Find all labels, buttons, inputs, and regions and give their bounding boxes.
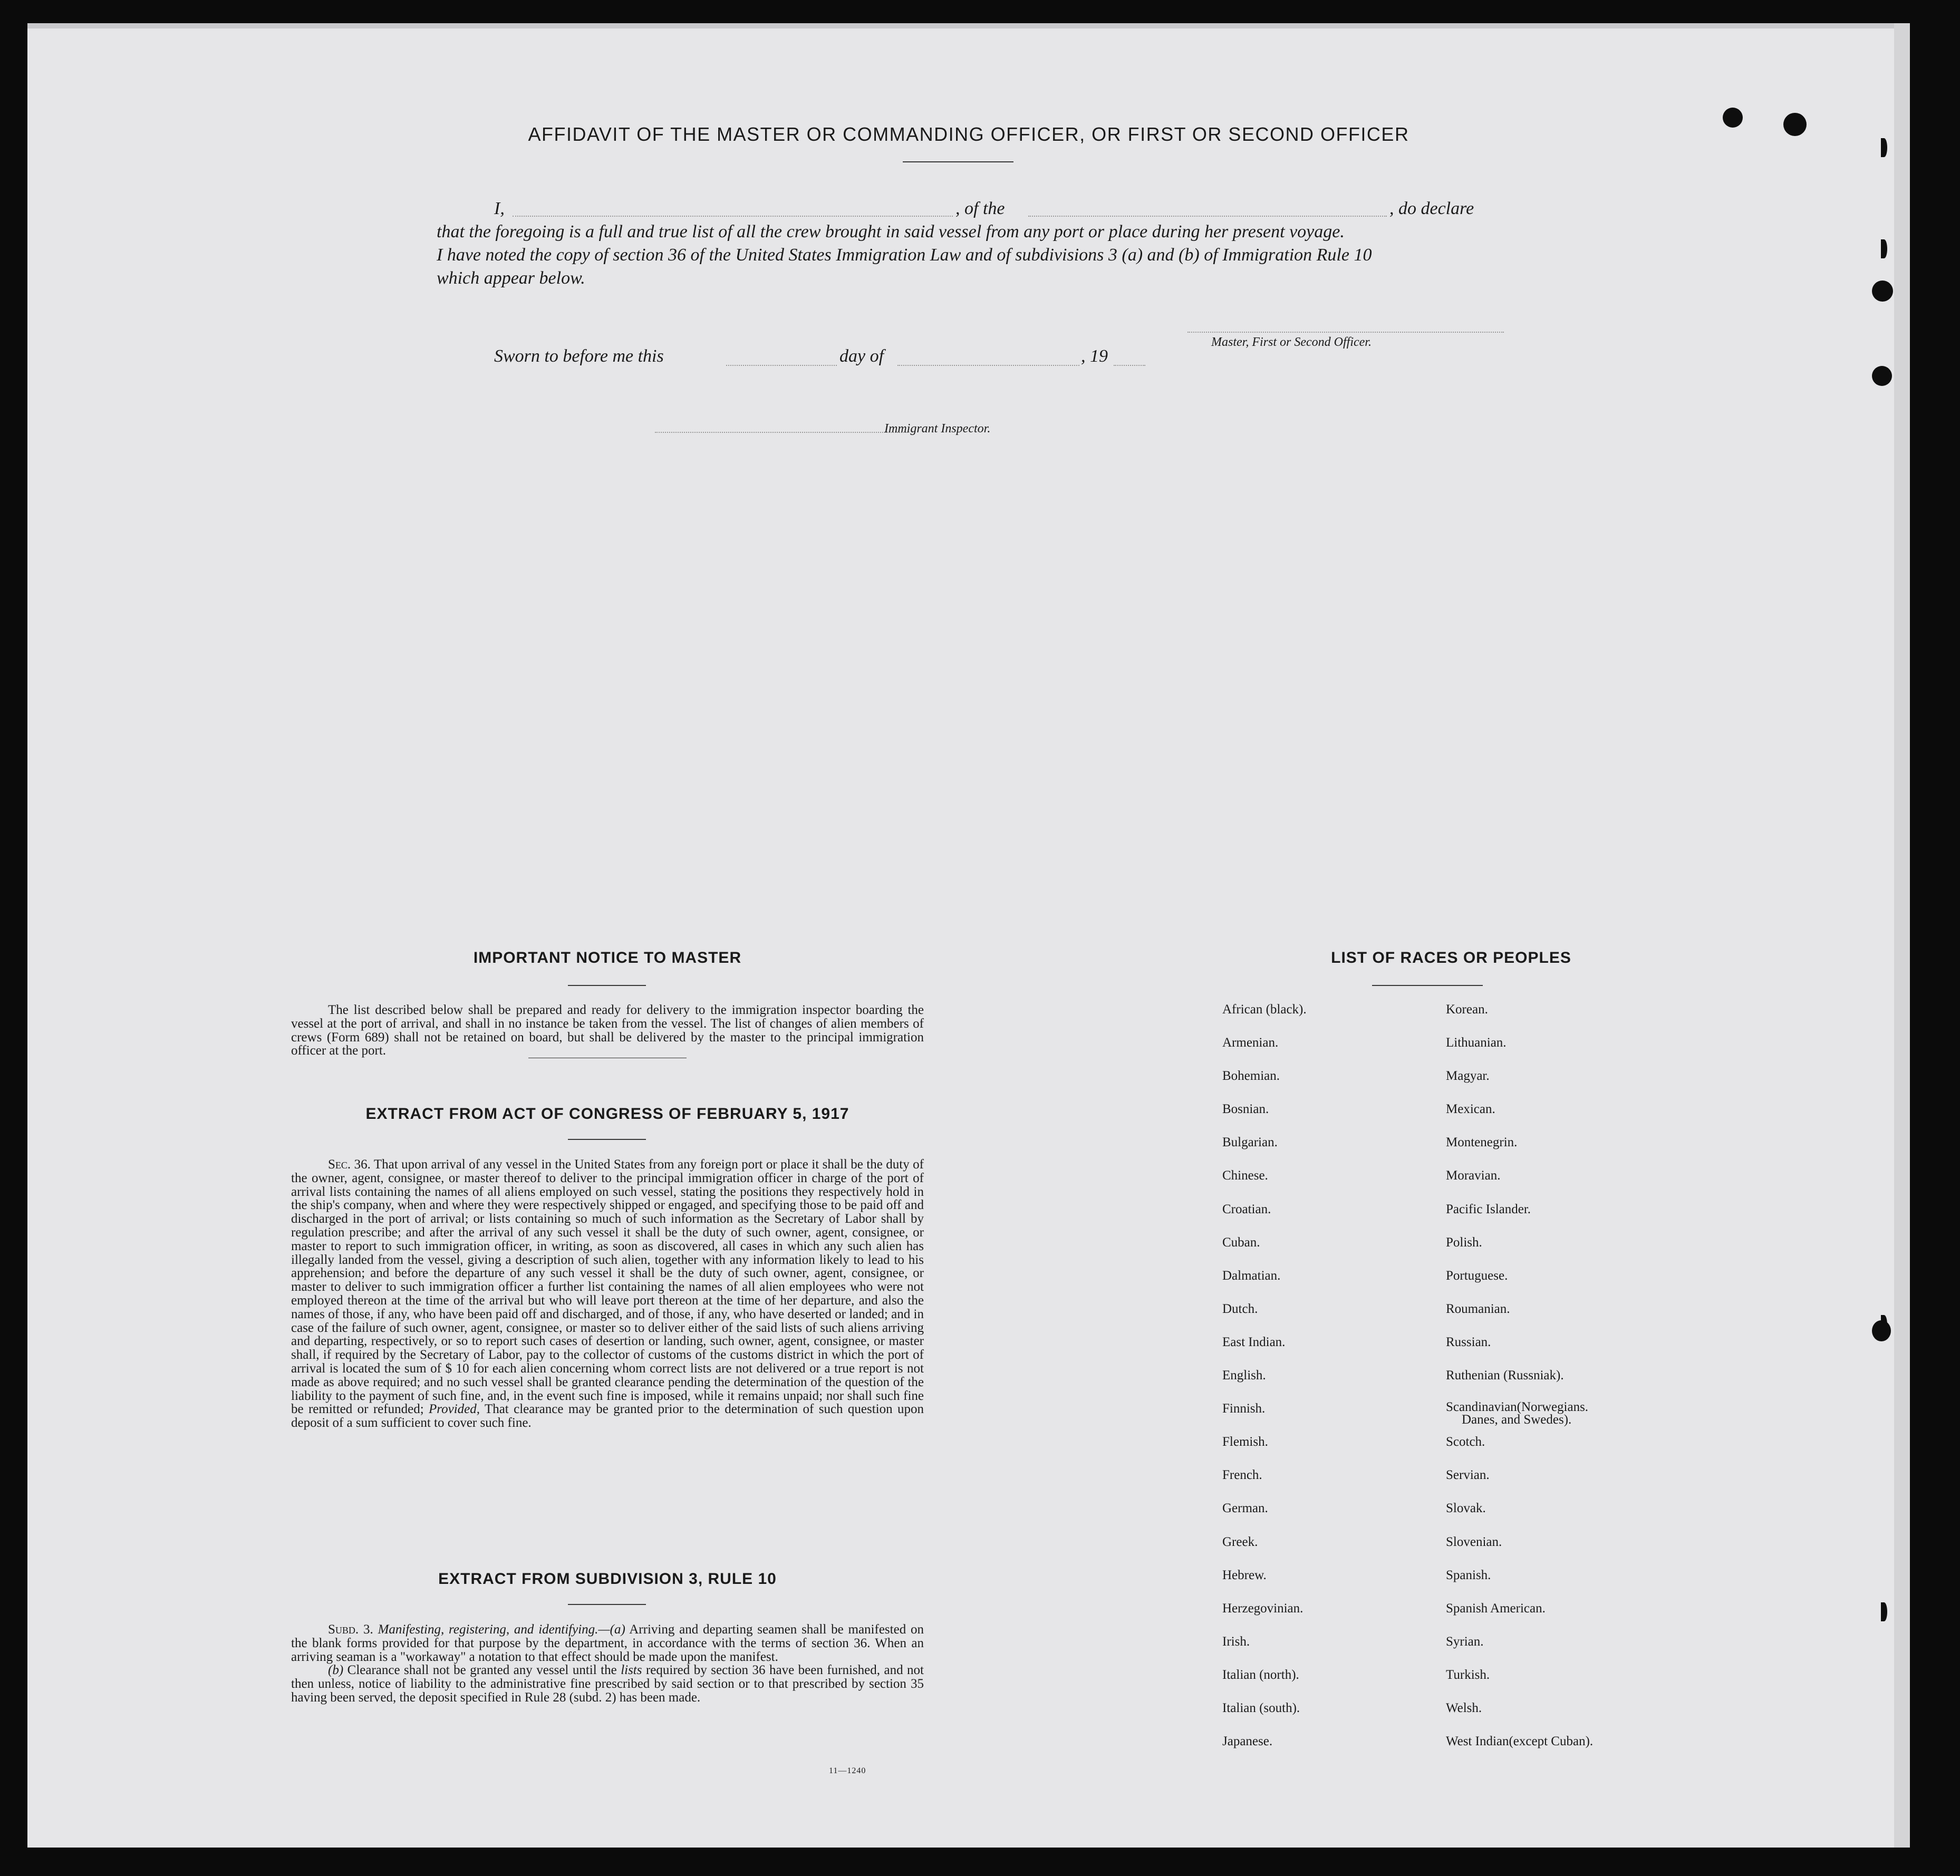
race-item	[1222, 1135, 1423, 1168]
binder-hole	[1881, 1602, 1887, 1621]
race-label: Spanish American.	[1446, 1601, 1546, 1616]
act-provided: Provided,	[429, 1402, 480, 1417]
notice-rule	[568, 985, 646, 986]
race-label: Moravian.	[1446, 1168, 1501, 1183]
race-label: Mexican.	[1446, 1102, 1495, 1117]
form-page	[27, 23, 1910, 1848]
page-edge	[1894, 23, 1910, 1848]
race-item	[1222, 1734, 1423, 1767]
race-label: African (black).	[1222, 1002, 1307, 1017]
race-item	[1222, 1068, 1423, 1101]
race-item	[1446, 1700, 1667, 1734]
sworn-text: Sworn to before me this	[494, 346, 664, 366]
sworn-day-blank[interactable]	[726, 365, 837, 366]
race-item	[1446, 1368, 1667, 1401]
master-caption: Master, First or Second Officer.	[1211, 335, 1372, 349]
race-label: Herzegovinian.	[1222, 1601, 1304, 1616]
races-rule	[1372, 985, 1483, 986]
subd-label: Subd. 3.	[328, 1622, 373, 1637]
subd-heading: Manifesting, registering, and identifying.—(a)	[378, 1622, 625, 1637]
master-signature-blank[interactable]	[1187, 332, 1504, 333]
race-label: Pacific Islander.	[1446, 1202, 1531, 1216]
race-item	[1222, 1568, 1423, 1601]
race-label: German.	[1222, 1501, 1268, 1516]
race-label: East Indian.	[1222, 1335, 1286, 1349]
race-item	[1222, 1667, 1423, 1700]
race-item	[1222, 1035, 1423, 1068]
subdivision-title: EXTRACT FROM SUBDIVISION 3, RULE 10	[438, 1570, 777, 1588]
inspector-signature-blank[interactable]	[655, 432, 908, 433]
race-label: Armenian.	[1222, 1036, 1279, 1050]
race-label: Dutch.	[1222, 1301, 1258, 1316]
race-item	[1222, 1101, 1423, 1135]
race-label: Bosnian.	[1222, 1102, 1269, 1117]
subdivision-text	[291, 1623, 924, 1705]
race-item	[1222, 1534, 1423, 1568]
race-item	[1446, 1401, 1667, 1434]
affidavit-title: AFFIDAVIT OF THE MASTER OR COMMANDING OFFICER, OR FIRST OR SECOND OFFICER	[528, 123, 1409, 145]
race-label: Finnish.	[1222, 1401, 1266, 1416]
race-label: Bohemian.	[1222, 1069, 1280, 1084]
year-prefix: , 19	[1081, 346, 1108, 366]
race-item	[1446, 1202, 1667, 1235]
race-label: Ruthenian (Russniak).	[1446, 1368, 1564, 1383]
race-label: Syrian.	[1446, 1634, 1484, 1649]
subd-text-a: Arriving and departing seamen shall be manifested on the blank forms provided for that purpose by the department, in accordance with the terms of section 36. When an arriving seaman is a "workaway" a notation to that effect should be made upon the manifest.	[291, 1622, 924, 1664]
act-sec-label: Sec. 36.	[328, 1157, 371, 1172]
race-item	[1222, 1335, 1423, 1368]
race-label: French.	[1222, 1468, 1262, 1483]
race-item	[1446, 1568, 1667, 1601]
race-item	[1446, 1268, 1667, 1301]
form-number: 11—1240	[829, 1766, 866, 1775]
subdivision-paragraph-a	[291, 1623, 924, 1664]
act-text	[291, 1158, 924, 1430]
binder-hole	[1872, 366, 1892, 386]
race-item	[1446, 1634, 1667, 1667]
race-label: Dalmatian.	[1222, 1268, 1281, 1283]
race-item	[1446, 1335, 1667, 1368]
act-paragraph	[291, 1158, 924, 1430]
race-item	[1222, 1700, 1423, 1734]
subd-text-b2: required by section 36 have been furnished, and not then unless, notice of liability to the administrative fine prescribed by said section or to that prescribed by section 35 having been served, the deposit specified in Rule 28 (subd. 2) has been made.	[291, 1663, 924, 1705]
race-item	[1446, 1168, 1667, 1201]
race-item	[1446, 1601, 1667, 1634]
races-column-1	[1222, 1002, 1423, 1767]
race-label: Lithuanian.	[1446, 1036, 1507, 1050]
race-label: Portuguese.	[1446, 1268, 1508, 1283]
affidavit-of-the: , of the	[955, 199, 1005, 218]
act-rule	[568, 1139, 646, 1140]
title-rule	[903, 161, 1013, 162]
race-label: Bulgarian.	[1222, 1135, 1278, 1150]
race-item	[1222, 1268, 1423, 1301]
race-label: Greek.	[1222, 1534, 1258, 1549]
race-item	[1222, 1467, 1423, 1501]
act-text-a: That upon arrival of any vessel in the United States from any foreign port or place it shall be the duty of the owner, agent, consignee, or master thereof to deliver to the principal immigration officer in charge of the port of arrival lists containing the names of all aliens employed on such vessel, stating the positions they respectively hold in the ship's company, when and where they were respectively shipped or engaged, and specifying those to be paid off and discharged in the port of arrival; or lists containing so much of such information as the Secretary of Labor shall by regulation prescribe; and after the arrival of any such vessel it shall be the duty of such owner, agent, consignee, or master to report to such immigration officer, in writing, as soon as discovered, all cases in which any such alien has illegally landed from the vessel, giving a description of such alien, together with any information likely to lead to his apprehension; and before the departure of any such vessel it shall be the duty of such owner, agent, consignee, or master to deliver to such immigration officer a further list containing the names of all alien employees who were not employed thereon at the time of the arrival but who will leave port thereon at the time of her departure, and also the names of those, if any, who have been paid off and discharged, and of those, if any, who have deserted or landed; and in case of the failure of such owner, agent, consignee, or master so to deliver either of the said lists of such aliens arriving and departing, respectively, or so to report such cases of desertion or landing, such owner, agent, consignee, or master shall, if required by the Secretary of Labor, pay to the collector of customs of the customs district in which the port of arrival is located the sum of $ 10 for each alien concerning whom correct lists are not delivered or a true report is not made as above required; and no such vessel shall be granted clearance pending the determination of the question of the liability to the payment of such fine, and, in the event such fine is imposed, while it remains unpaid; nor shall such fine be remitted or refunded;	[291, 1157, 924, 1417]
race-item	[1222, 1434, 1423, 1467]
subd-lists-word: lists	[621, 1663, 642, 1678]
race-label: Hebrew.	[1222, 1568, 1267, 1582]
race-item	[1446, 1235, 1667, 1268]
inspector-caption: Immigrant Inspector.	[884, 422, 991, 436]
race-label: West Indian(except Cuban).	[1446, 1734, 1594, 1749]
race-item	[1222, 1401, 1423, 1434]
race-item	[1446, 1501, 1667, 1534]
race-item	[1222, 1168, 1423, 1201]
races-title: LIST OF RACES OR PEOPLES	[1331, 949, 1571, 966]
race-item	[1446, 1734, 1667, 1767]
race-item	[1222, 1202, 1423, 1235]
race-label: Montenegrin.	[1446, 1135, 1518, 1150]
race-label: Korean.	[1446, 1002, 1488, 1017]
race-item	[1446, 1002, 1667, 1035]
race-label: Cuban.	[1222, 1235, 1260, 1250]
race-label: Magyar.	[1446, 1069, 1490, 1084]
races-column-2	[1446, 1002, 1667, 1767]
affidavit-line-2: that the foregoing is a full and true list of all the crew brought in said vessel from any port or place during her present voyage.	[437, 222, 1345, 241]
affidavit-line-4: which appear below.	[437, 268, 585, 288]
race-label: Slovak.	[1446, 1501, 1486, 1516]
race-item	[1222, 1368, 1423, 1401]
binder-hole	[1881, 239, 1887, 258]
race-item	[1222, 1634, 1423, 1667]
subdivision-rule	[568, 1604, 646, 1605]
name-blank[interactable]	[513, 216, 953, 217]
notice-title: IMPORTANT NOTICE TO MASTER	[473, 949, 742, 966]
act-title: EXTRACT FROM ACT OF CONGRESS OF FEBRUARY 5, 1917	[365, 1105, 849, 1123]
race-item	[1222, 1002, 1423, 1035]
race-label-continuation: Danes, and Swedes).	[1462, 1413, 1572, 1427]
subd-text-b1: Clearance shall not be granted any vessel until the	[347, 1663, 617, 1678]
race-label: Turkish.	[1446, 1667, 1490, 1682]
race-item	[1446, 1534, 1667, 1568]
race-item	[1222, 1301, 1423, 1335]
race-label: Russian.	[1446, 1335, 1491, 1349]
race-label: Spanish.	[1446, 1568, 1491, 1582]
race-label: Polish.	[1446, 1235, 1482, 1250]
affidavit-declare: , do declare	[1389, 199, 1474, 218]
race-label: Italian (north).	[1222, 1667, 1299, 1682]
subd-b-label: (b)	[328, 1663, 344, 1678]
race-label: Italian (south).	[1222, 1700, 1300, 1715]
binder-hole	[1872, 281, 1893, 302]
race-item	[1446, 1434, 1667, 1467]
race-label: Croatian.	[1222, 1202, 1271, 1216]
race-item	[1446, 1135, 1667, 1168]
sworn-month-blank[interactable]	[897, 365, 1079, 366]
race-item	[1222, 1501, 1423, 1534]
race-label: Scotch.	[1446, 1435, 1485, 1449]
race-item	[1446, 1101, 1667, 1135]
day-of: day of	[839, 346, 884, 366]
race-label: Chinese.	[1222, 1168, 1268, 1183]
binder-hole	[1872, 1320, 1891, 1341]
notice-text	[291, 1003, 924, 1058]
race-item	[1446, 1301, 1667, 1335]
race-item	[1446, 1035, 1667, 1068]
sworn-year-blank[interactable]	[1114, 365, 1145, 366]
race-label: Servian.	[1446, 1468, 1490, 1483]
race-label: Japanese.	[1222, 1734, 1273, 1749]
affidavit-i: I,	[494, 199, 505, 218]
race-label: English.	[1222, 1368, 1266, 1383]
race-item	[1222, 1601, 1423, 1634]
race-label: Slovenian.	[1446, 1534, 1502, 1549]
notice-paragraph: The list described below shall be prepared and ready for delivery to the immigration inspector boarding the vessel at the port of arrival, and shall in no instance be taken from the vessel. The list of changes of alien members of crews (Form 689) shall not be retained on board, but shall be delivered by the master to the principal immigration officer at the port.	[291, 1003, 924, 1058]
race-item	[1222, 1235, 1423, 1268]
race-label: Welsh.	[1446, 1700, 1482, 1715]
affidavit-line-3: I have noted the copy of section 36 of the United States Immigration Law and of subdivisions 3 (a) and (b) of Immigration Rule 10	[437, 245, 1372, 265]
race-item	[1446, 1467, 1667, 1501]
race-item	[1446, 1667, 1667, 1700]
race-item	[1446, 1068, 1667, 1101]
race-label: Roumanian.	[1446, 1301, 1510, 1316]
vessel-blank[interactable]	[1028, 216, 1387, 217]
race-label: Flemish.	[1222, 1435, 1268, 1449]
act-text-b: That clearance may be granted prior to the determination of such question upon deposit of a sum sufficient to cover such fine.	[291, 1402, 924, 1430]
subdivision-paragraph-b	[291, 1664, 924, 1704]
race-label: Scandinavian(Norwegians.	[1446, 1400, 1589, 1415]
race-label: Irish.	[1222, 1634, 1250, 1649]
